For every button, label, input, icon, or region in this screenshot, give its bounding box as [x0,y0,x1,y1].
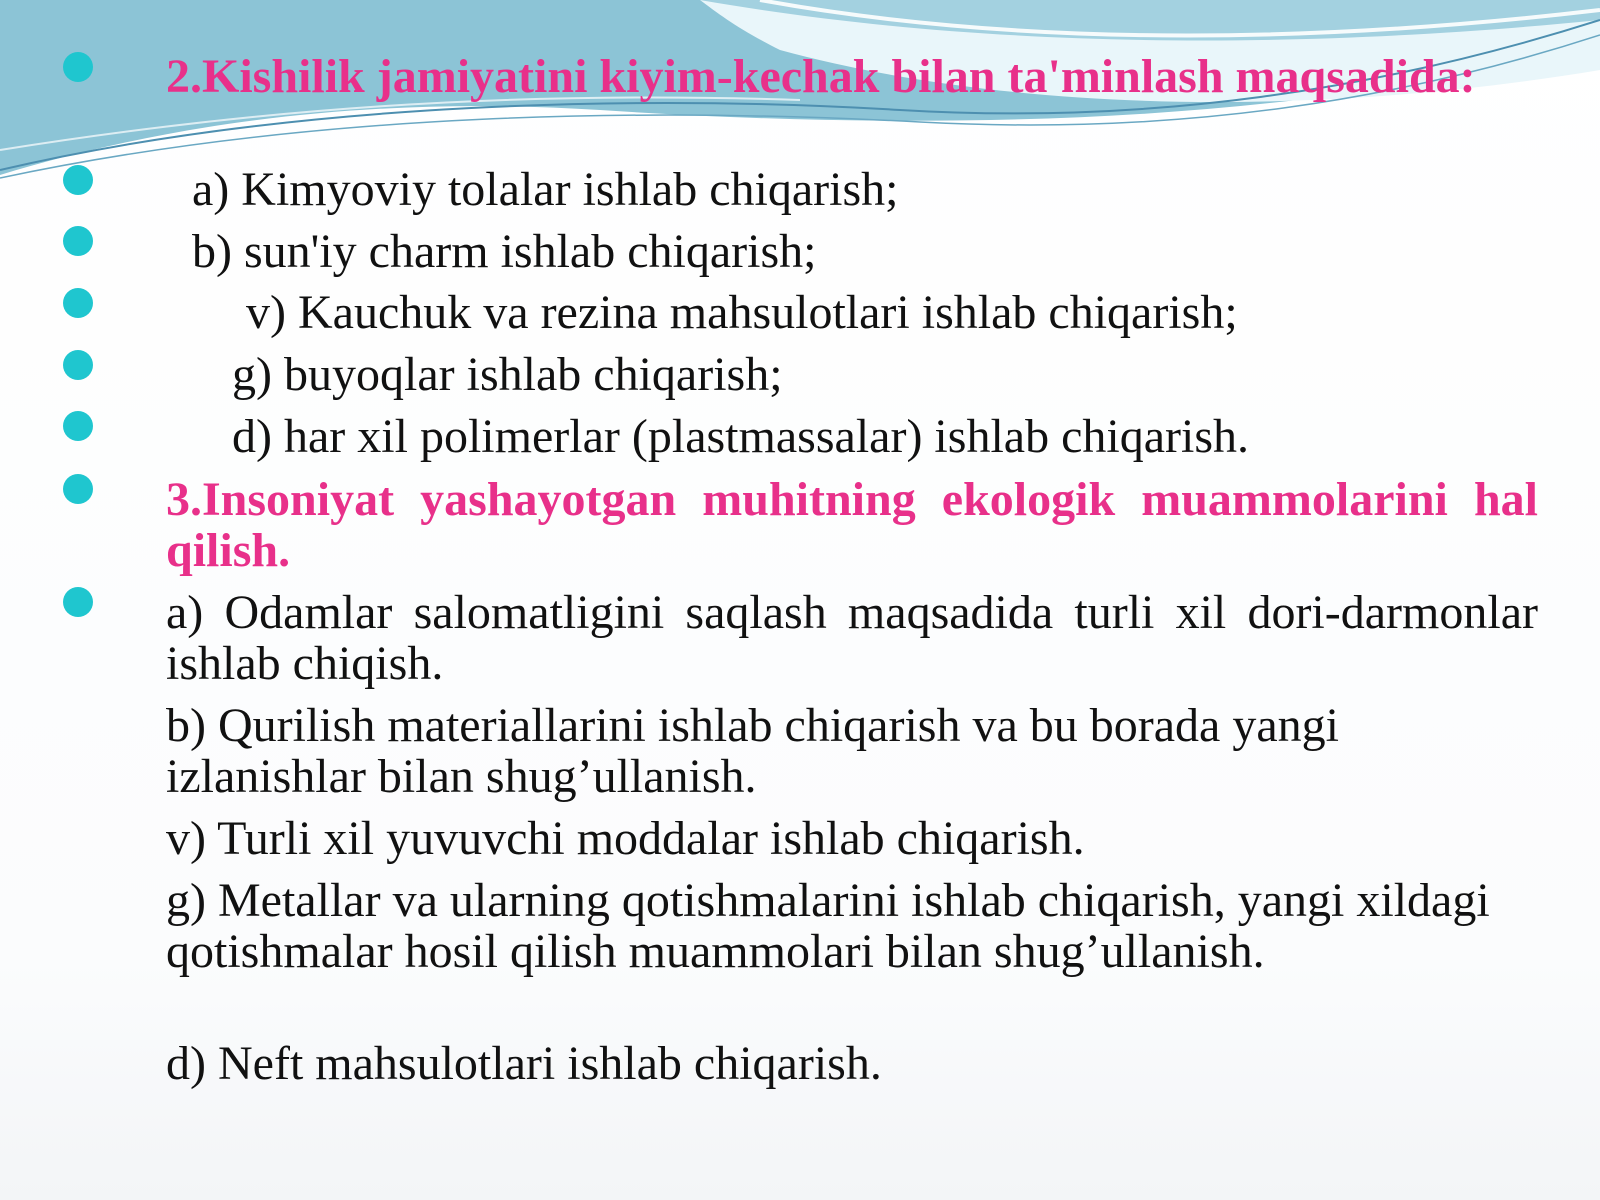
section-heading-3: 3.Insoniyat yashayotgan muhitning ekologik muammolarini hal qilish. [166,473,1538,577]
teal-circle-bullet-icon [63,288,93,318]
list-item: b) sun'iy charm ishlab chiqarish; [192,225,817,278]
teal-circle-bullet-icon [63,226,93,256]
list-item: d) har xil polimerlar (plastmassalar) ishlab chiqarish. [232,410,1250,463]
list-item: b) Qurilish materiallarini ishlab chiqarish va bu borada yangi izlanishlar bilan shug’ullanish. [166,699,1339,803]
teal-circle-bullet-icon [63,411,93,441]
list-item: v) Turli xil yuvuvchi moddalar ishlab chiqarish. [166,812,1085,865]
teal-circle-bullet-icon [63,52,93,82]
list-item: g) Metallar va ularning qotishmalarini ishlab chiqarish, yangi xildagi qotishmalar hosil qilish muammolari bilan shug’ullanish. [166,874,1490,978]
teal-circle-bullet-icon [63,350,93,380]
section-heading-2: 2.Kishilik jamiyatini kiyim-kechak bilan ta'minlash maqsadida: [166,50,1476,103]
list-item: d) Neft mahsulotlari ishlab chiqarish. [166,1037,882,1090]
list-item: g) buyoqlar ishlab chiqarish; [232,348,783,401]
list-item: a) Odamlar salomatligini saqlash maqsadida turli xil dori-darmonlar ishlab chiqish. [166,586,1538,690]
teal-circle-bullet-icon [63,587,93,617]
list-item: a) Kimyoviy tolalar ishlab chiqarish; [192,163,899,216]
teal-circle-bullet-icon [63,474,93,504]
list-item: v) Kauchuk va rezina mahsulotlari ishlab chiqarish; [246,286,1238,339]
teal-circle-bullet-icon [63,165,93,195]
